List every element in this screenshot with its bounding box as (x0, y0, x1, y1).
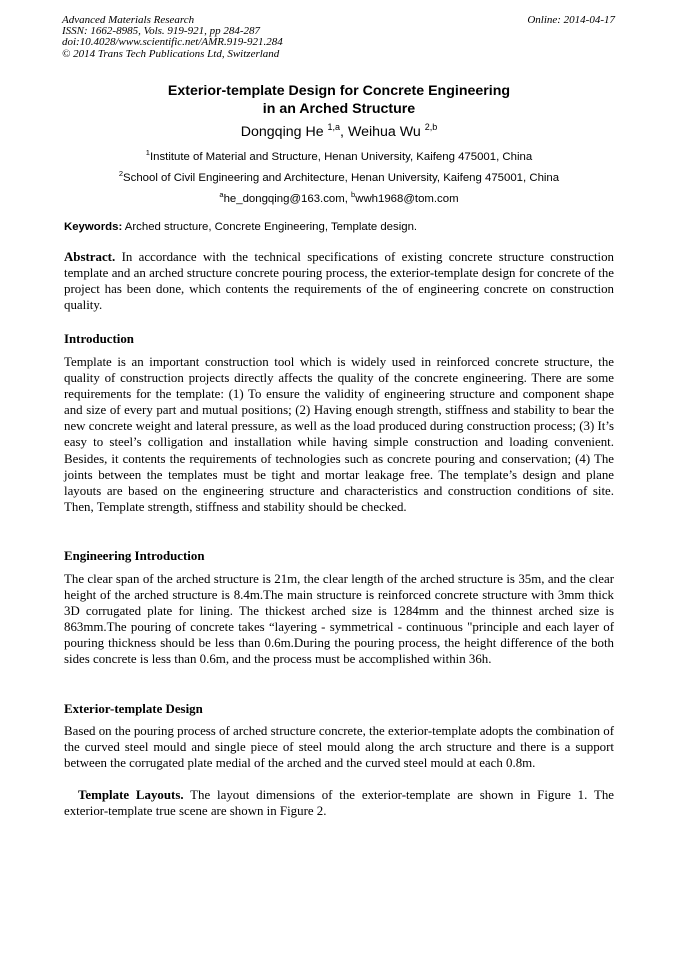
abstract-label: Abstract. (64, 250, 116, 264)
affiliation-text: Institute of Material and Structure, Henan University, Kaifeng 475001, China (149, 151, 533, 163)
abstract (64, 249, 614, 313)
journal-name: Advanced Materials Research (62, 14, 195, 26)
keywords-label: Keywords: (64, 221, 123, 233)
author-affiliation-mark: 2,b (424, 122, 438, 132)
author-list (0, 123, 678, 141)
issn-line: ISSN: 1662-8985, Vols. 919-921, pp 284-287 (62, 25, 260, 38)
section-heading-exterior-template-design: Exterior-template Design (64, 702, 203, 716)
doi-line[interactable]: doi:10.4028/www.scientific.net/AMR.919-921.284 (62, 36, 283, 49)
keywords-text: Arched structure, Concrete Engineering, Template design. (122, 221, 418, 233)
author-affiliation-mark: 1,a (327, 122, 341, 132)
run-in-heading: Template Layouts. (78, 788, 184, 802)
abstract-text: In accordance with the technical specifications of existing concrete structure construction template and an arched structure concrete pouring process, the exterior-template design for concrete of the project has been done, which contents the requirements of the of engineering concrete on construction quality. (64, 250, 614, 313)
author-name: Weihua Wu (347, 124, 425, 140)
paragraph-exterior-template-design: Based on the pouring process of arched structure concrete, the exterior-template adopts the combination of the curved steel mould and single piece of steel mould along the arch structure and there is a support between the corrugated plate medial of the arched and the curved steel mould at each 0.8m. (64, 724, 614, 771)
affiliation-mark: 2 (118, 169, 124, 178)
affiliation-text: School of Civil Engineering and Architecture, Henan University, Kaifeng 475001, China (123, 172, 560, 184)
paper-title (0, 82, 678, 118)
paragraph-engineering-introduction: The clear span of the arched structure is 21m, the clear length of the arched structure is 35m, and the clear height of the arched structure is 8.4m.The main structure is reinforced concrete structure with 3mm thick 3D corrugated plate for lining. The thickest arched size is 1284mm and the thinnest arched size is 863mm.The pouring of concrete takes “layering - symmetrical - continuous "principle and each layer of pouring thickness should be less than 0.6m.During the pouring process, the height difference of the both sides concrete is less than 0.6m, and the process must be accomplished within 36h. (64, 572, 614, 667)
email-link[interactable]: wwh1968@tom.com (355, 193, 459, 205)
email-mark: a (219, 190, 224, 199)
title-line-2: in an Arched Structure (262, 101, 416, 117)
author-emails (0, 192, 678, 206)
paragraph-template-layouts (64, 787, 614, 819)
affiliation-mark: 1 (145, 148, 150, 157)
online-date: Online: 2014-04-17 (527, 14, 615, 26)
keywords (64, 220, 417, 234)
email-link[interactable]: he_dongqing@163.com, (223, 193, 352, 205)
author-name: Dongqing He (240, 124, 328, 140)
author-separator: , (340, 124, 348, 140)
journal-header (62, 15, 283, 60)
email-mark: b (351, 190, 356, 199)
copyright-line: © 2014 Trans Tech Publications Ltd, Switzerland (62, 47, 280, 60)
run-in-text: The layout dimensions of the exterior-template are shown in Figure 1. The exterior-template true scene are shown in Figure 2. (64, 788, 614, 819)
title-line-1: Exterior-template Design for Concrete Engineering (167, 83, 511, 99)
affiliation-2 (0, 171, 678, 185)
affiliation-1 (0, 150, 678, 164)
section-heading-engineering-introduction: Engineering Introduction (64, 549, 205, 563)
paragraph-introduction: Template is an important construction tool which is widely used in reinforced concrete structure, the quality of construction projects directly affects the quality of the concrete engineering. There are some requirements for the template: (1) To ensure the validity of engineering structure and component shape and size of every part and mutual positions; (2) Having enough strength, stiffness and stability to bear the new concrete weight and lateral pressure, as well as the load produced during construction process; (3) It’s easy to steel’s colligation and installation while having simple construction and loading convenient. Besides, it contents the requirements of technologies such as concrete pouring and conservation; (4) The joints between the templates must be tight and mortar leakage free. The template’s design and plane layouts are based on the engineering structure and characteristics and construction conditions of site. Then, Template strength, stiffness and stability should be checked. (64, 355, 614, 514)
section-heading-introduction: Introduction (64, 332, 134, 346)
